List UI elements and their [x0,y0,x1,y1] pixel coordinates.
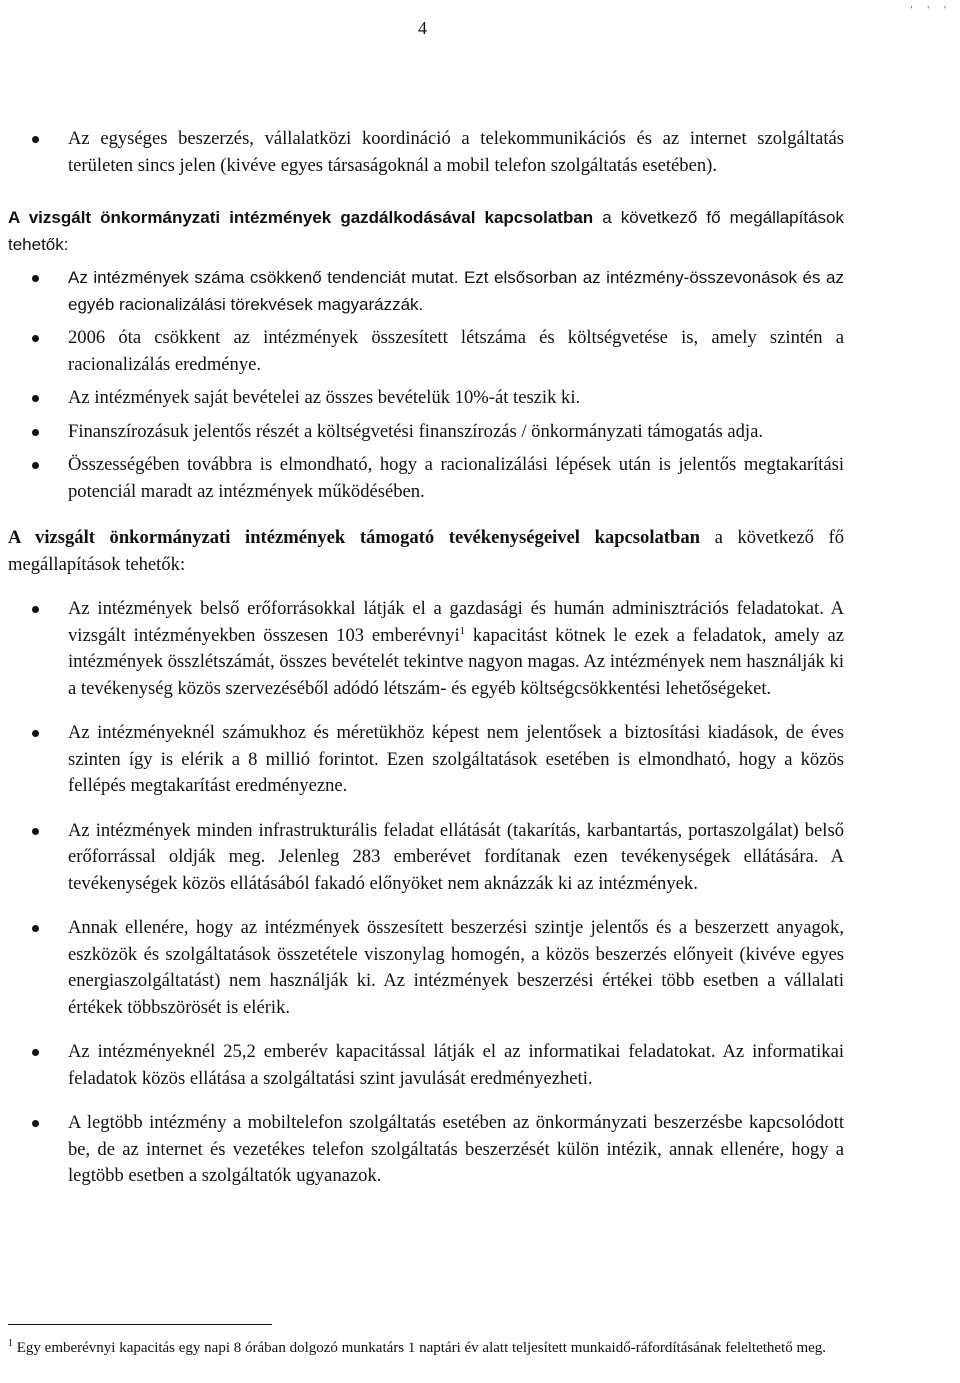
section1-heading [8,205,844,258]
list-item: Az intézmények száma csökkenő tendenciát mutat. Ezt elsősorban az intézmény-összevonások és az egyéb racionalizálási törekvések magyarázzák. [8,265,844,318]
list-item: Annak ellenére, hogy az intézmények összesített beszerzési szintje jelentős és a beszerzett anyagok, eszközök és szolgáltatások összetétele viszonylag homogén, a közös beszerzés előnyeit (kivéve egyes energiaszolgáltatást) nem használják ki. Az intézmények beszerzési értékei több esetben a vállalati értékek többszörösét is elérik. [8,915,844,1021]
page-number: 4 [418,18,427,38]
document-body [8,126,844,1190]
section1-heading-bold: A vizsgált önkormányzati intézmények gazdálkodásával kapcsolatban [8,208,594,227]
footnote-marker: 1 [8,1338,13,1349]
section2-heading [8,525,844,578]
list-item [8,596,844,702]
footnote [8,1338,844,1358]
section1-heading-rest: a következő fő megállapítások tehetők: [8,208,844,254]
list-item: Az intézmények saját bevételei az összes bevételük 10%-át teszik ki. [8,385,844,412]
section2-heading-bold: A vizsgált önkormányzati intézmények támogató tevékenységeivel kapcsolatban [8,527,700,548]
footnote-divider [8,1324,272,1325]
section2-list [8,596,844,1190]
list-item: Összességében továbbra is elmondható, hogy a racionalizálási lépések után is jelentős megtakarítási potenciál maradt az intézmények működésében. [8,452,844,505]
footnote-text: Egy emberévnyi kapacitás egy napi 8 órában dolgozó munkatárs 1 naptári év alatt teljesített munkaidő-ráfordításának feleltethető meg. [13,1340,827,1356]
list-item: A legtöbb intézmény a mobiltelefon szolgáltatás esetében az önkormányzati beszerzésbe kapcsolódott be, de az internet és vezetékes telefon szolgáltatás beszerzését külön intézik, annak ellenére, hogy a legtöbb esetben a szolgáltatók ugyanazok. [8,1110,844,1190]
scan-marks: ' ' ' [910,4,952,16]
section2-heading-rest: a következő fő megállapítások tehetők: [8,527,844,575]
list-item: Az intézmények minden infrastrukturális feladat ellátását (takarítás, karbantartás, portaszolgálat) belső erőforrással oldják meg. Jelenleg 283 emberévet fordítanak ezen tevékenységek ellátására. A tevékenységek közös ellátásából fakadó előnyöket nem aknázzák ki az intézmények. [8,818,844,898]
section1-list [8,265,844,505]
footnote-ref: 1 [459,624,466,637]
section-gazdalkodas [8,205,844,505]
list-item-text: kapacitást kötnek le ezek a feladatok, amely az intézmények összlétszámát, összes bevételét tekintve nagyon magas. Az intézmények nem használják ki a tevékenység közös szervezéséből adódó létszám- és egyéb költségcsökkentési lehetőségeket. [68,624,845,699]
section-tamogato [8,525,844,1190]
list-item-text: Az intézmények belső erőforrásokkal látják el a gazdasági és humán adminisztrációs feladatokat. A vizsgált intézményekben összesen 103 emberévnyi [68,598,844,646]
list-item: Finanszírozásuk jelentős részét a költségvetési finanszírozás / önkormányzati támogatás adja. [8,419,844,446]
list-item: Az intézményeknél számukhoz és méretükhöz képest nem jelentősek a biztosítási kiadások, de éves szinten így is elérik a 8 millió forintot. Ezen szolgáltatások esetében is elmondható, hogy a közös fellépés megtakarítást eredményezne. [8,720,844,800]
intro-list [8,126,844,179]
intro-bullet: Az egységes beszerzés, vállalatközi koordináció a telekommunikációs és az internet szolgáltatás területen sincs jelen (kivéve egyes társaságoknál a mobil telefon szolgáltatás esetében). [8,126,844,179]
list-item: Az intézményeknél 25,2 emberév kapacitással látják el az informatikai feladatokat. Az informatikai feladatok közös ellátása a szolgáltatási szint javulását eredményezheti. [8,1039,844,1092]
list-item: 2006 óta csökkent az intézmények összesített létszáma és költségvetése is, amely szintén a racionalizálás eredménye. [8,325,844,378]
